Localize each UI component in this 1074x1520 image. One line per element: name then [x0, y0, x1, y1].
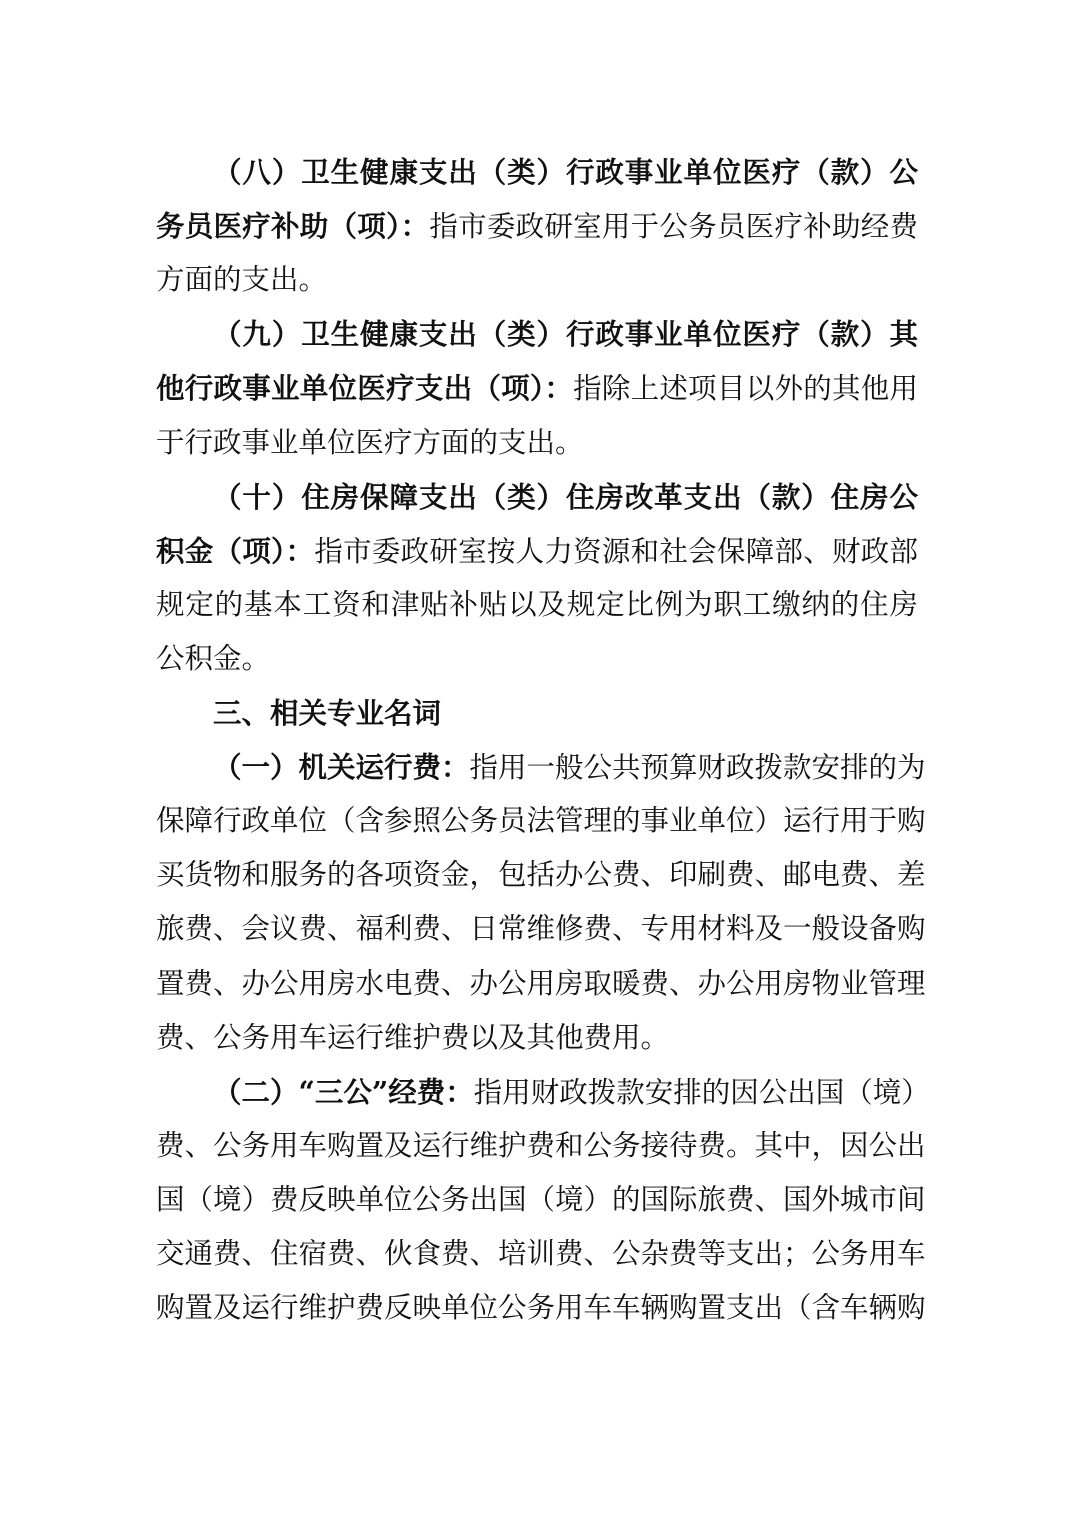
heading-text: 三、相关专业名词	[213, 696, 442, 730]
body-text: 指除上述项目以外的其他用	[573, 372, 918, 406]
text-line	[213, 1065, 930, 1119]
text-line	[156, 1227, 926, 1281]
body-text: 指市委政研室按人力资源和社会保障部、财政部	[314, 534, 918, 568]
body-text: 购置及运行维护费反映单位公务用车车辆购置支出（含车辆购	[156, 1291, 926, 1325]
text-line	[156, 578, 918, 632]
body-text: 费、公务用车运行维护费以及其他费用。	[156, 1020, 670, 1054]
text-line	[156, 524, 918, 578]
text-line	[213, 307, 918, 361]
text-line	[156, 957, 926, 1011]
body-text: 指市委政研室用于公务员医疗补助经费	[429, 210, 918, 244]
text-line	[213, 145, 918, 199]
body-text: 置费、办公用房水电费、办公用房取暖费、办公用房物业管理	[156, 966, 926, 1000]
body-text: 费、公务用车购置及运行维护费和公务接待费。其中，因公出	[156, 1128, 926, 1162]
bold-term: 务员医疗补助（项）：	[156, 209, 430, 244]
text-line	[213, 470, 918, 524]
body-text: 指用财政拨款安排的因公出国（境）	[473, 1075, 930, 1109]
text-line	[156, 902, 926, 956]
bold-term: （一）机关运行费：	[213, 750, 470, 785]
text-line	[156, 794, 926, 848]
bold-term: （八）卫生健康支出（类）行政事业单位医疗（款）公	[213, 155, 918, 189]
text-line	[156, 199, 918, 253]
body-text: 交通费、住宿费、伙食费、培训费、公杂费等支出；公务用车	[156, 1237, 926, 1270]
body-text: 指用一般公共预算财政拨款安排的为	[469, 751, 926, 785]
body-text: 方面的支出。	[156, 263, 328, 297]
text-line	[156, 848, 926, 902]
body-text: 旅费、会议费、福利费、日常维修费、专用材料及一般设备购	[156, 912, 926, 946]
bold-term: （二）“三公”经费：	[213, 1074, 474, 1109]
bold-term: （十）住房保障支出（类）住房改革支出（款）住房公	[213, 479, 918, 514]
body-text: 国（境）费反映单位公务出国（境）的国际旅费、国外城市间	[156, 1182, 926, 1216]
text-line	[156, 416, 918, 470]
text-line	[156, 253, 918, 307]
section-heading	[213, 686, 918, 740]
body-text: 保障行政单位（含参照公务员法管理的事业单位）运行用于购	[156, 804, 926, 838]
body-text: 买货物和服务的各项资金，包括办公费、印刷费、邮电费、差	[156, 858, 926, 892]
text-line	[156, 1119, 926, 1173]
body-text: 公积金。	[156, 641, 271, 675]
body-text: 规定的基本工资和津贴补贴以及规定比例为职工缴纳的住房	[156, 587, 918, 621]
bold-term: （九）卫生健康支出（类）行政事业单位医疗（款）其	[213, 317, 918, 352]
text-line	[156, 1173, 926, 1227]
body-text: 于行政事业单位医疗方面的支出。	[156, 425, 584, 459]
text-line	[156, 1281, 926, 1335]
text-line	[156, 361, 918, 415]
bold-term: 积金（项）：	[156, 533, 315, 568]
text-line	[213, 740, 926, 794]
text-line	[156, 632, 918, 686]
bold-term: 他行政事业单位医疗支出（项）：	[156, 371, 574, 406]
text-line	[156, 1011, 918, 1065]
